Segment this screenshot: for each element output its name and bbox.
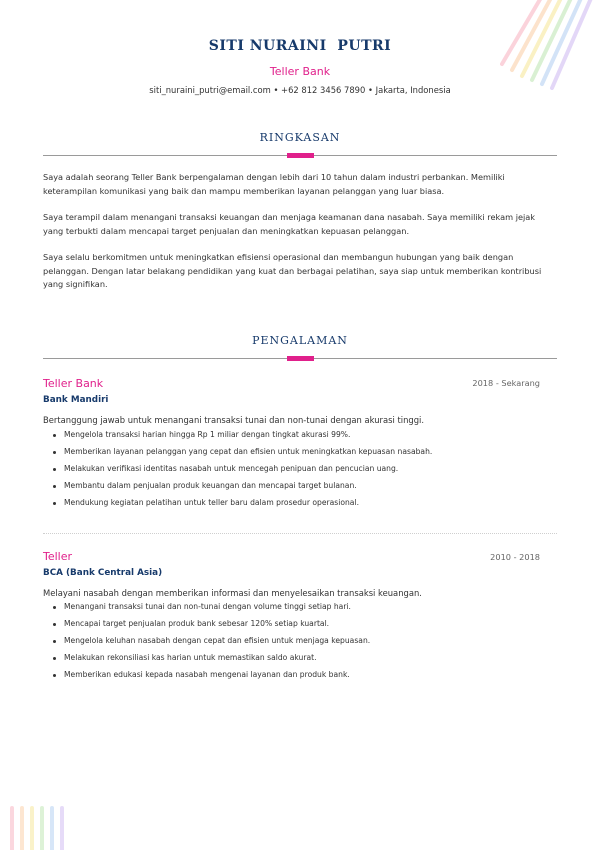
candidate-name: SITI NURAINI PUTRI xyxy=(208,38,392,54)
decorative-stripes-bottom xyxy=(8,804,70,850)
summary-paragraph: Saya selalu berkomitmen untuk meningkatkan efisiensi operasional dan membangun hubungan yang baik dengan pelanggan. Dengan latar belakang pendidikan yang kuat dan berbagai pelatihan, saya siap untuk memberikan kontribusi yang signifikan. xyxy=(43,252,542,289)
experience-heading: PENGALAMAN xyxy=(252,334,348,347)
contact-info: siti_nuraini_putri@email.com • +62 812 3456 7890 • Jakarta, Indonesia xyxy=(149,85,451,95)
list-item: Memberikan edukasi kepada nasabah mengenai layanan dan produk bank. xyxy=(52,669,552,686)
list-item: Mengelola keluhan nasabah dengan cepat dan efisien untuk menjaga kepuasan. xyxy=(52,635,552,652)
list-item: Memberikan layanan pelanggan yang cepat dan efisien untuk meningkatkan kepuasan nasabah. xyxy=(52,446,552,463)
company-name: BCA (Bank Central Asia) xyxy=(43,568,163,578)
job-dates: 2018 - Sekarang xyxy=(472,378,540,388)
job-description: Bertanggung jawab untuk menangani transaksi tunai dan non-tunai dengan akurasi tinggi. xyxy=(43,415,425,425)
candidate-title: Teller Bank xyxy=(269,65,331,78)
list-item: Melakukan verifikasi identitas nasabah untuk mencegah penipuan dan pencucian uang. xyxy=(52,463,552,480)
summary-divider-accent xyxy=(287,153,314,158)
list-item: Menangani transaksi tunai dan non-tunai dengan volume tinggi setiap hari. xyxy=(52,601,552,618)
job-bullet-list xyxy=(52,601,552,686)
list-item: Mendukung kegiatan pelatihan untuk teller baru dalam prosedur operasional. xyxy=(52,497,552,514)
job-title: Teller Bank xyxy=(43,377,104,390)
company-name: Bank Mandiri xyxy=(43,395,109,405)
list-item: Membantu dalam penjualan produk keuangan dan mencapai target bulanan. xyxy=(52,480,552,497)
summary-paragraph: Saya adalah seorang Teller Bank berpengalaman dengan lebih dari 10 tahun dalam industri perbankan. Memiliki keterampilan komunikasi yang baik dan mampu memberikan layanan pelanggan yang luar biasa. xyxy=(43,172,505,196)
job-title: Teller xyxy=(43,550,73,563)
list-item: Mencapai target penjualan produk bank sebesar 120% setiap kuartal. xyxy=(52,618,552,635)
experience-divider-accent xyxy=(287,356,314,361)
summary-paragraph: Saya terampil dalam menangani transaksi keuangan dan menjaga keamanan dana nasabah. Saya memiliki rekam jejak yang terbukti dalam mencapai target penjualan dan meningkatkan kepuasan pelanggan. xyxy=(43,212,536,236)
list-item: Melakukan rekonsiliasi kas harian untuk memastikan saldo akurat. xyxy=(52,652,552,669)
job-bullet-list xyxy=(52,429,552,514)
job-separator xyxy=(43,533,557,534)
summary-heading: RINGKASAN xyxy=(259,131,341,144)
job-dates: 2010 - 2018 xyxy=(490,552,540,562)
resume-header xyxy=(0,38,600,95)
list-item: Mengelola transaksi harian hingga Rp 1 miliar dengan tingkat akurasi 99%. xyxy=(52,429,552,446)
job-description: Melayani nasabah dengan memberikan informasi dan menyelesaikan transaksi keuangan. xyxy=(43,588,422,598)
